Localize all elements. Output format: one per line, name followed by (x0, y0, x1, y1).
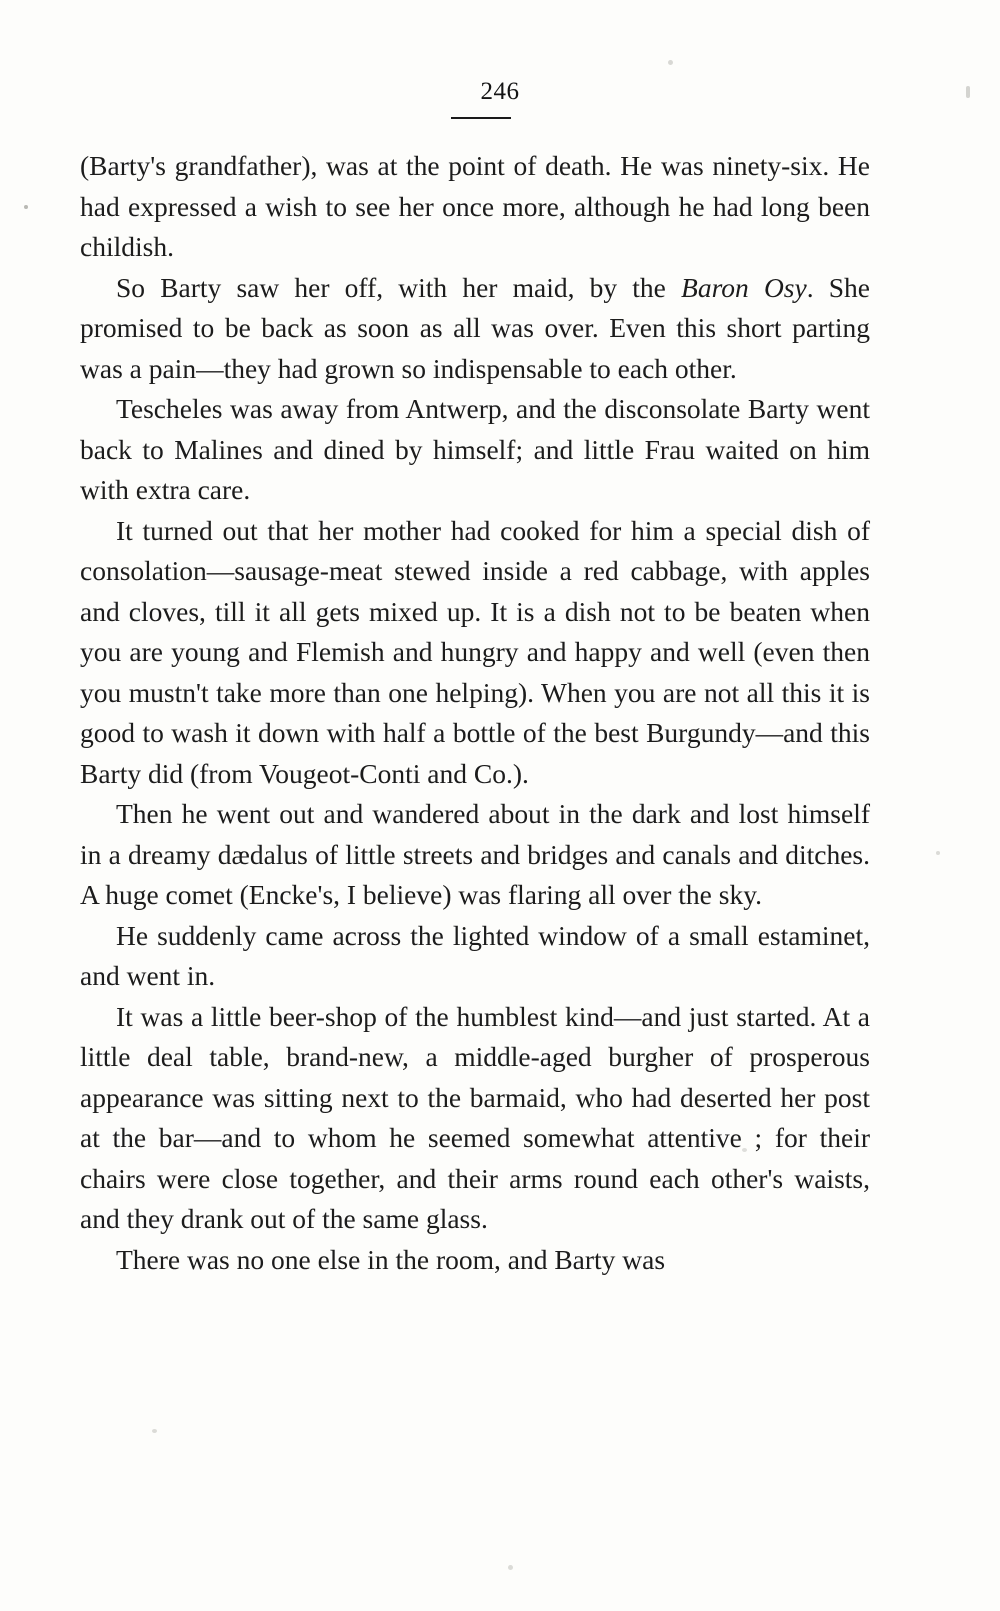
paragraph: Then he went out and wandered about in the dark and lost himself in a dreamy dædalus of little streets and bridges and canals and ditches. A huge comet (Encke's, I believe) was flaring all over the sky. (80, 798, 870, 910)
paragraph: He suddenly came across the lighted window of a small estaminet, and went in. (80, 919, 870, 991)
scan-speck (24, 205, 28, 209)
paragraph: It turned out that her mother had cooked for him a special dish of consolation—sausage-meat stewed inside a red cabbage, with apples and cloves, till it all gets mixed up. It is a dish not to be beaten when you are young and Flemish and hungry and happy and well (even then you mustn't take more than one helping). When you are not all this it is good to wash it down with half a bottle of the best Burgundy—and this Barty did (from Vougeot-Conti and Co.). (80, 514, 870, 789)
paragraph: So Barty saw her off, with her maid, by the Baron Osy. She promised to be back as soon as all was over. Even this short parting was a pain—they had grown so indispensable to each other. (80, 271, 871, 384)
paragraph: Tescheles was away from Antwerp, and the disconsolate Barty went back to Malines and dined by himself; and little Frau waited on him with extra care. (80, 393, 870, 505)
scan-speck (152, 1429, 157, 1433)
page-number: 246 (480, 78, 520, 105)
scan-speck (742, 1148, 747, 1152)
paragraph: It was a little beer-shop of the humblest kind—and just started. At a little deal table, brand-new, a middle-aged burgher of prosperous appearance was sitting next to the barmaid, who had deserted her post at the bar—and to whom he seemed somewhat attentive ; for their chairs were close together, and their arms round each other's waists, and they drank out of the same glass. (80, 1000, 870, 1234)
scan-speck (936, 851, 940, 855)
scan-speck (508, 1565, 513, 1570)
header-rule (451, 117, 511, 119)
scan-speck (966, 86, 970, 98)
paragraph: There was no one else in the room, and Barty was (116, 1243, 666, 1275)
scan-speck (668, 60, 673, 65)
paragraph: (Barty's grandfather), was at the point of death. He was ninety-six. He had expressed a wish to see her once more, although he had long been childish. (80, 150, 870, 262)
page-body (80, 146, 870, 1280)
